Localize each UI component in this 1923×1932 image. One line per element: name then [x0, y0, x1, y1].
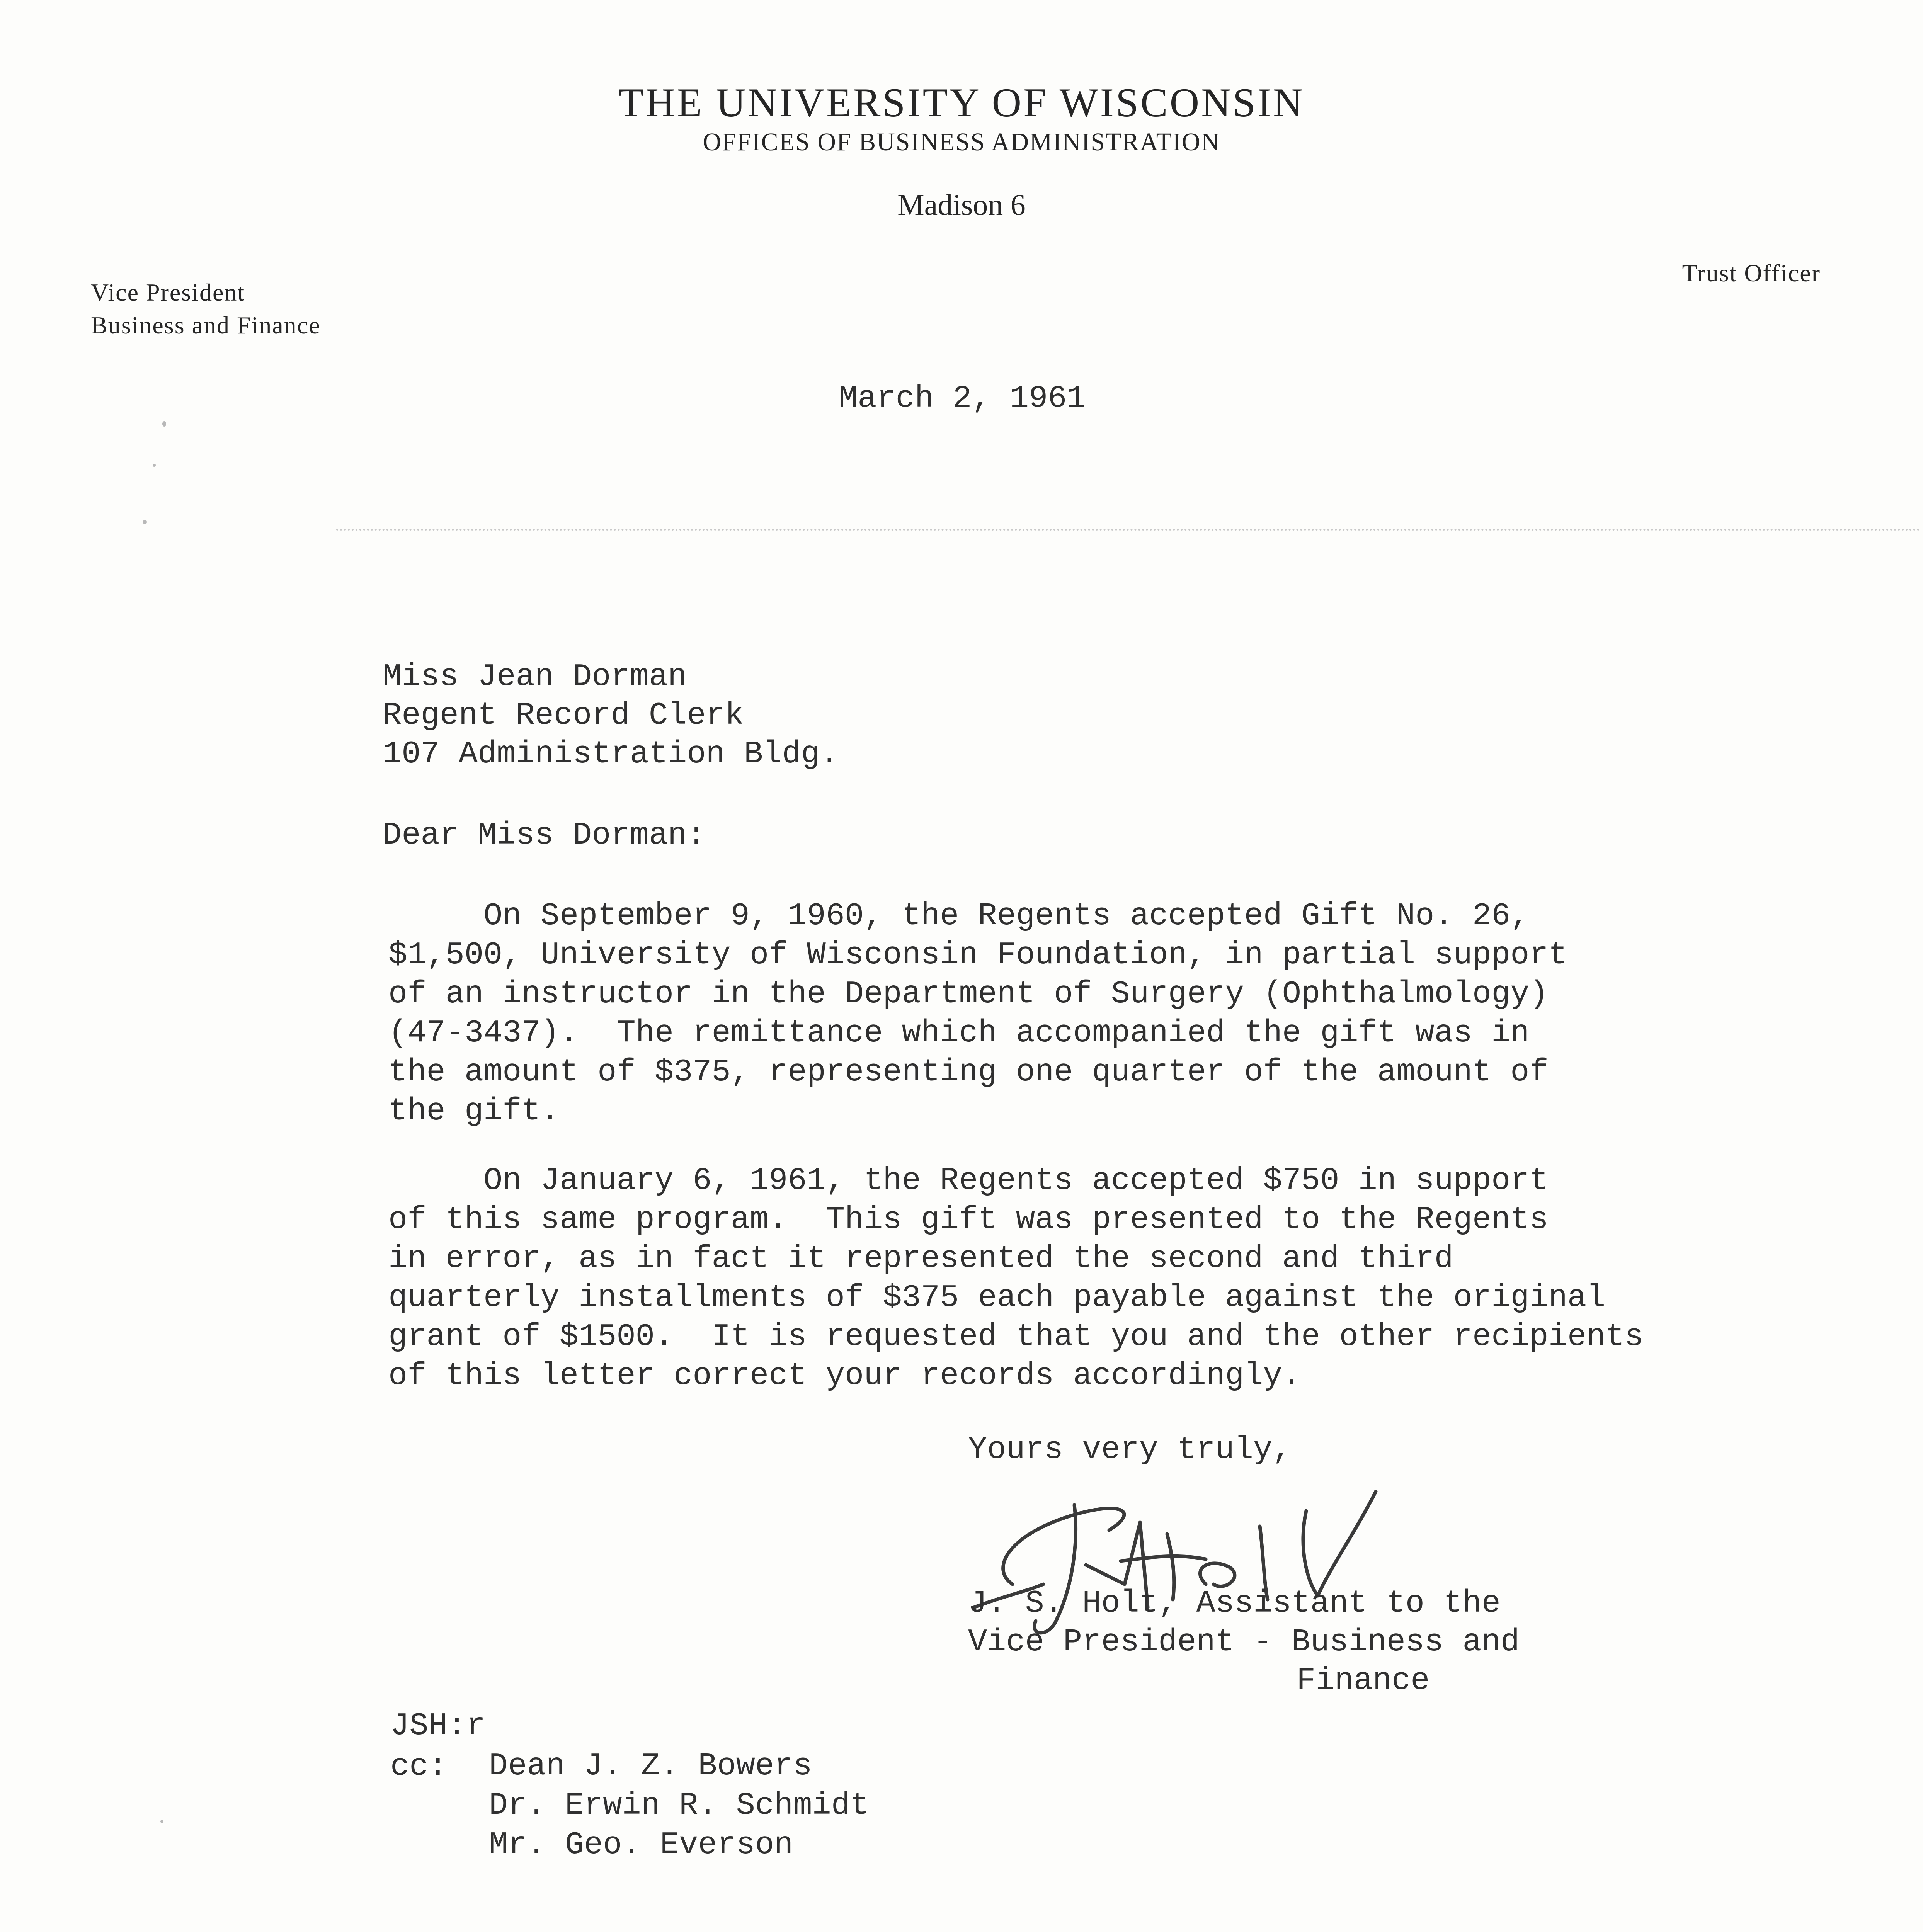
- letterhead-institution: THE UNIVERSITY OF WISCONSIN: [618, 80, 1305, 125]
- letterhead-left-title-line2: Business and Finance: [91, 311, 321, 339]
- paragraph-line: quarterly installments of $375 each payable against the original: [388, 1280, 1606, 1316]
- paragraph-line: of an instructor in the Department of Surgery (Ophthalmology): [388, 976, 1549, 1012]
- paragraph-line: in error, as in fact it represented the second and third: [388, 1241, 1453, 1277]
- paragraph-line: $1,500, University of Wisconsin Foundation, in partial support: [388, 937, 1567, 973]
- signer-block: [968, 1584, 1520, 1700]
- paragraph-line: On January 6, 1961, the Regents accepted $750 in support: [388, 1163, 1549, 1199]
- recipient-name: Miss Jean Dorman: [383, 659, 687, 695]
- body-paragraph-1: [388, 896, 1567, 1131]
- letterhead-city: Madison 6: [897, 188, 1026, 221]
- cc-label: cc:: [390, 1748, 448, 1784]
- paragraph-line: the amount of $375, representing one quarter of the amount of: [388, 1054, 1549, 1090]
- cc-recipient: Dr. Erwin R. Schmidt: [489, 1787, 870, 1823]
- letterhead-left-title-line1: Vice President: [91, 279, 245, 306]
- paper-speck: [143, 520, 147, 524]
- paragraph-line: (47-3437). The remittance which accompanied the gift was in: [388, 1015, 1530, 1051]
- recipient-address: 107 Administration Bldg.: [383, 736, 839, 772]
- recipient-title: Regent Record Clerk: [383, 697, 744, 733]
- paragraph-line: of this same program. This gift was presented to the Regents: [388, 1202, 1549, 1238]
- paper-speck: [160, 1820, 163, 1823]
- paragraph-line: of this letter correct your records accordingly.: [388, 1358, 1301, 1394]
- paragraph-line: grant of $1500. It is requested that you and the other recipients: [388, 1319, 1644, 1355]
- paragraph-line: the gift.: [388, 1093, 560, 1129]
- signer-line-3: Finance: [1297, 1663, 1430, 1699]
- salutation: Dear Miss Dorman:: [383, 817, 706, 853]
- letterhead-office: OFFICES OF BUSINESS ADMINISTRATION: [703, 128, 1220, 156]
- letterhead-right-title: Trust Officer: [1682, 259, 1821, 287]
- letter-date: March 2, 1961: [839, 381, 1086, 417]
- signer-line-2: Vice President - Business and: [968, 1624, 1520, 1660]
- cc-recipient-list: [489, 1747, 869, 1865]
- cc-recipient: Dean J. Z. Bowers: [489, 1748, 812, 1784]
- complimentary-closing: Yours very truly,: [968, 1432, 1292, 1468]
- signer-line-1: J. S. Holt, Assistant to the: [968, 1585, 1501, 1621]
- paper-speck: [153, 464, 156, 467]
- paragraph-line: On September 9, 1960, the Regents accepted Gift No. 26,: [388, 898, 1530, 934]
- reference-initials: JSH:r: [390, 1708, 486, 1744]
- body-paragraph-2: [388, 1161, 1644, 1395]
- paper-speck: [162, 421, 166, 427]
- fold-line-divider: [336, 529, 1921, 531]
- cc-recipient: Mr. Geo. Everson: [489, 1827, 793, 1863]
